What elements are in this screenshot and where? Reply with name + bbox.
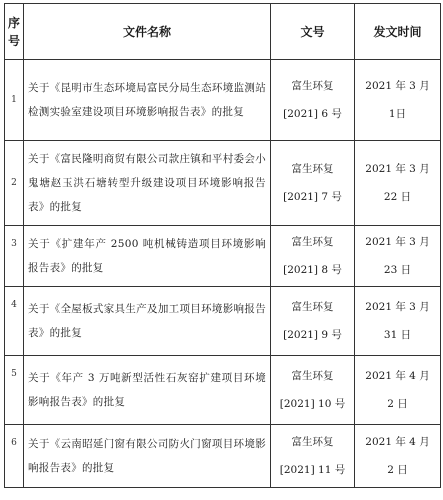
row-file-name: 关于《年产 3 万吨新型活性石灰窑扩建项目环境影响报告表》的批复 — [24, 356, 271, 425]
row-doc-number-line1: 富生环复 — [291, 163, 334, 175]
row-file-name: 关于《云南昭延门窗有限公司防火门窗项目环境影响报告表》的批复 — [24, 425, 271, 488]
table-row — [5, 425, 441, 488]
row-doc-number-line1: 富生环复 — [291, 236, 334, 248]
row-file-name: 关于《扩建年产 2500 吨机械铸造项目环境影响报告表》的批复 — [24, 226, 271, 287]
table-header-row — [5, 4, 441, 60]
row-date — [355, 425, 441, 488]
table-row — [5, 226, 441, 287]
row-doc-number-line2: [2021] 6 号 — [283, 108, 342, 120]
row-date — [355, 141, 441, 226]
header-index-line2: 号 — [7, 33, 20, 48]
header-index-line1: 序 — [7, 15, 20, 30]
row-date-line2: 31 日 — [383, 329, 412, 341]
row-doc-number-line2: [2021] 11 号 — [279, 464, 346, 476]
row-date-line2: 2 日 — [387, 464, 408, 476]
row-date-line1: 2021 年 4 月 — [365, 436, 430, 448]
row-doc-number-line1: 富生环复 — [291, 370, 334, 382]
row-doc-number — [271, 425, 355, 488]
row-index: 4 — [5, 287, 24, 356]
row-index: 2 — [5, 141, 24, 226]
row-doc-number-line2: [2021] 9 号 — [283, 329, 342, 341]
table-row — [5, 60, 441, 141]
row-date-line1: 2021 年 3 月 — [365, 80, 430, 92]
row-doc-number-line2: [2021] 7 号 — [283, 191, 342, 203]
approval-table — [4, 3, 441, 488]
table-row — [5, 356, 441, 425]
row-index: 6 — [5, 425, 24, 488]
header-doc-number: 文号 — [271, 4, 355, 60]
table-row — [5, 287, 441, 356]
row-doc-number — [271, 287, 355, 356]
row-doc-number-line1: 富生环复 — [291, 436, 334, 448]
header-date: 发文时间 — [355, 4, 441, 60]
header-index — [5, 4, 24, 60]
table-row — [5, 141, 441, 226]
row-date-line2: 1日 — [388, 108, 407, 120]
row-date-line2: 23 日 — [383, 264, 412, 276]
row-date-line2: 22 日 — [383, 191, 412, 203]
row-index: 1 — [5, 60, 24, 141]
row-doc-number-line1: 富生环复 — [291, 80, 334, 92]
row-doc-number-line2: [2021] 10 号 — [279, 398, 346, 410]
row-doc-number-line2: [2021] 8 号 — [283, 264, 342, 276]
row-file-name: 关于《昆明市生态环境局富民分局生态环境监测站检测实验室建设项目环境影响报告表》的批复 — [24, 60, 271, 141]
row-date-line1: 2021 年 4 月 — [365, 370, 430, 382]
row-file-name: 关于《全屋板式家具生产及加工项目环境影响报告表》的批复 — [24, 287, 271, 356]
row-index: 5 — [5, 356, 24, 425]
row-file-name: 关于《富民隆明商贸有限公司款庄镇和平村委会小鬼塘赵玉洪石塘转型升级建设项目环境影响报告表》的批复 — [24, 141, 271, 226]
header-file-name: 文件名称 — [24, 4, 271, 60]
row-date — [355, 356, 441, 425]
row-date — [355, 226, 441, 287]
row-date-line1: 2021 年 3 月 — [365, 301, 430, 313]
row-doc-number — [271, 60, 355, 141]
row-date — [355, 287, 441, 356]
row-doc-number-line1: 富生环复 — [291, 301, 334, 313]
row-date-line1: 2021 年 3 月 — [365, 236, 430, 248]
row-index: 3 — [5, 226, 24, 287]
row-doc-number — [271, 226, 355, 287]
row-date — [355, 60, 441, 141]
row-date-line1: 2021 年 3 月 — [365, 163, 430, 175]
row-date-line2: 2 日 — [387, 398, 408, 410]
row-doc-number — [271, 356, 355, 425]
row-doc-number — [271, 141, 355, 226]
